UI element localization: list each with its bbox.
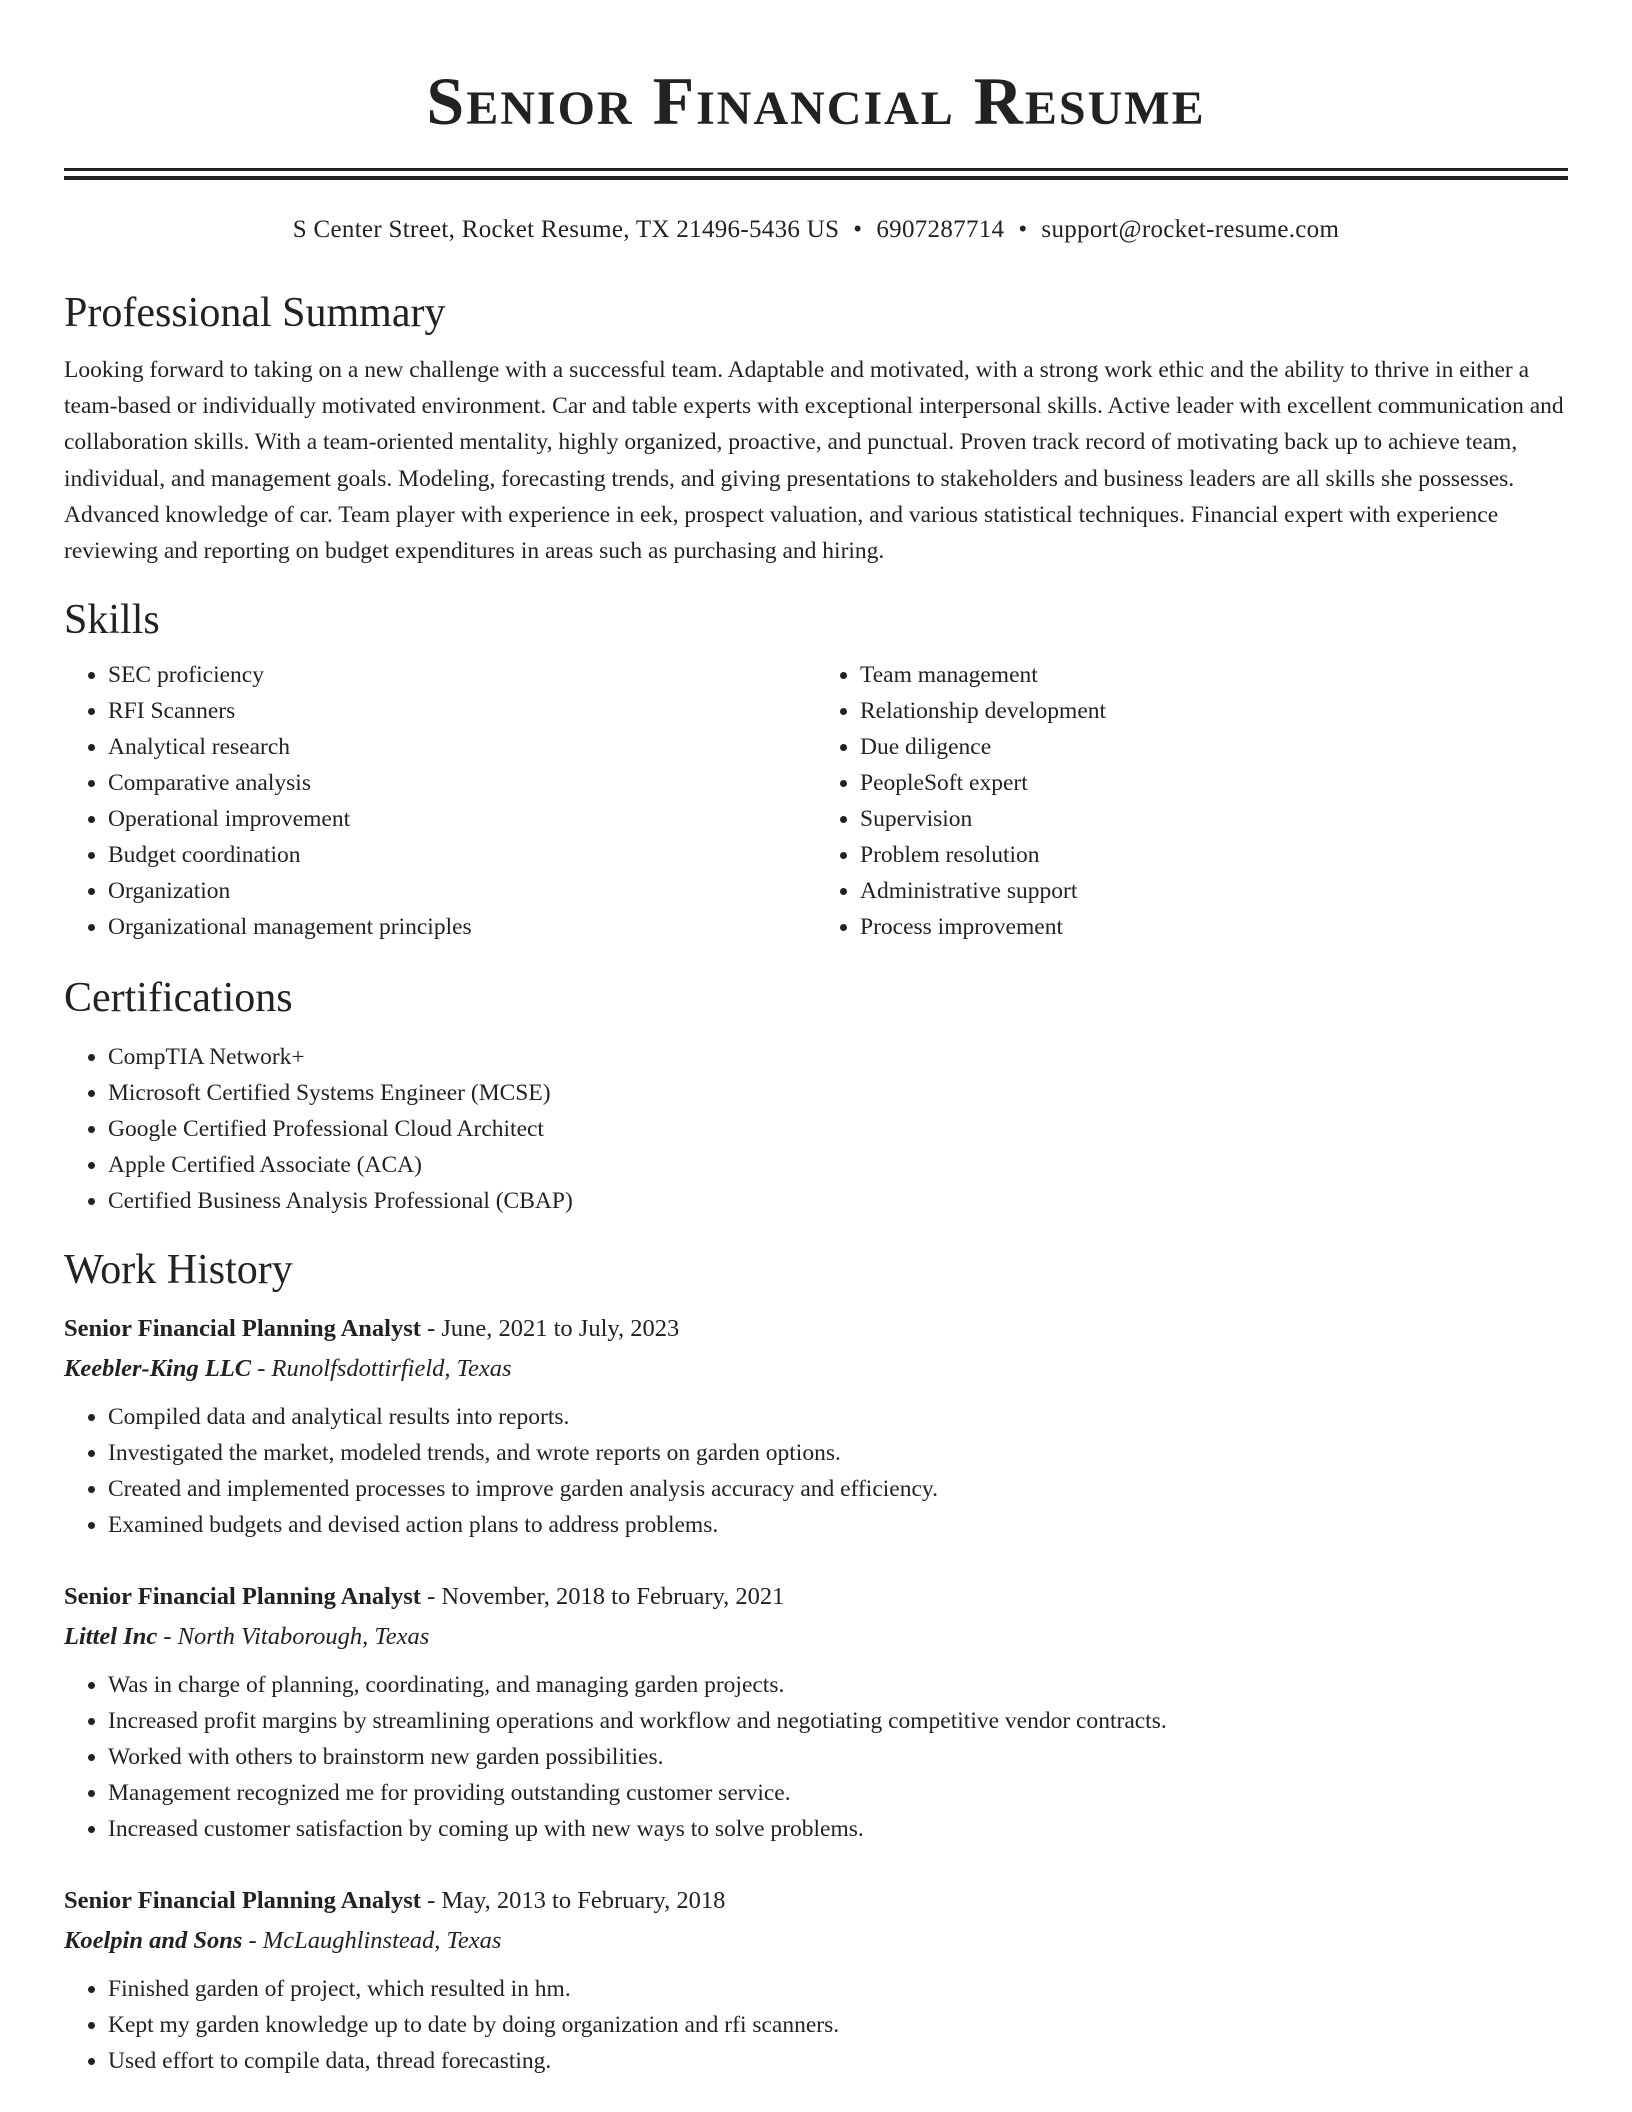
job-entry [64, 1577, 1568, 1847]
certification-item: • Certified Business Analysis Professional (CBAP) [108, 1183, 1568, 1219]
job-bullets [64, 1971, 1568, 2079]
job-company-line [64, 1349, 1568, 1389]
job-bullet: • Increased profit margins by streamlining operations and workflow and negotiating competitive vendor contracts. [108, 1703, 1568, 1739]
job-bullets [64, 1667, 1568, 1847]
job-entry [64, 1881, 1568, 2079]
job-bullet: • Management recognized me for providing outstanding customer service. [108, 1775, 1568, 1811]
job-title: Senior Financial Planning Analyst [64, 1887, 421, 1915]
job-bullet: • Compiled data and analytical results into reports. [108, 1399, 1568, 1435]
skills-list-right [816, 657, 1568, 945]
contact-phone: 6907287714 [876, 216, 1005, 243]
section-heading-skills: Skills [64, 597, 160, 644]
contact-separator: • [853, 216, 863, 243]
job-title-line [64, 1309, 1568, 1349]
job-bullet: • Examined budgets and devised action plans to address problems. [108, 1507, 1568, 1543]
skill-item: • Team management [860, 657, 1568, 693]
job-company: Keebler-King LLC [64, 1355, 252, 1383]
skill-item: • Comparative analysis [108, 765, 816, 801]
skill-item: • Administrative support [860, 873, 1568, 909]
job-company-line [64, 1921, 1568, 1961]
skill-item: • SEC proficiency [108, 657, 816, 693]
contact-separator: • [1018, 216, 1028, 243]
resume-title: Senior Financial Resume [426, 63, 1206, 139]
job-company: Littel Inc [64, 1623, 158, 1651]
skills-list-left [64, 657, 816, 945]
job-dates: - November, 2018 to February, 2021 [420, 1583, 785, 1611]
contact-address: S Center Street, Rocket Resume, TX 21496-5436 US [292, 216, 840, 243]
skill-item: • Process improvement [860, 909, 1568, 945]
skill-item: • Due diligence [860, 729, 1568, 765]
job-bullet: • Created and implemented processes to improve garden analysis accuracy and efficiency. [108, 1471, 1568, 1507]
contact-email: support@rocket-resume.com [1041, 216, 1340, 243]
skills-columns [64, 657, 1568, 945]
skill-item: • Organization [108, 873, 816, 909]
job-bullets [64, 1399, 1568, 1543]
job-company-line [64, 1617, 1568, 1657]
job-title-line [64, 1881, 1568, 1921]
job-title-line [64, 1577, 1568, 1617]
job-bullet: • Increased customer satisfaction by coming up with new ways to solve problems. [108, 1811, 1568, 1847]
contact-line [64, 214, 1568, 246]
skill-item: • Problem resolution [860, 837, 1568, 873]
job-company: Koelpin and Sons [64, 1927, 243, 1955]
skill-item: • PeopleSoft expert [860, 765, 1568, 801]
job-bullet: • Worked with others to brainstorm new garden possibilities. [108, 1739, 1568, 1775]
skill-item: • Relationship development [860, 693, 1568, 729]
skill-item: • Operational improvement [108, 801, 816, 837]
skill-item: • Budget coordination [108, 837, 816, 873]
job-dates: - June, 2021 to July, 2023 [420, 1315, 680, 1343]
job-dates: - May, 2013 to February, 2018 [420, 1887, 726, 1915]
summary-text: Looking forward to taking on a new challenge with a successful team. Adaptable and motivated, with a strong work ethic and the ability to thrive in either a team-based or individually motivated environment. Car and table experts with exceptional interpersonal skills. Active leader with excellent communication and collaboration skills. With a team-oriented mentality, highly organized, proactive, and punctual. Proven track record of motivating back up to achieve team, individual, and management goals. Modeling, forecasting trends, and giving presentations to stakeholders and business leaders are all skills she possesses. Advanced knowledge of car. Team player with experience in eek, prospect valuation, and various statistical techniques. Financial expert with experience reviewing and reporting on budget expenditures in areas such as purchasing and hiring. [64, 357, 1564, 565]
certifications-list [64, 1039, 1568, 1219]
job-bullet: • Used effort to compile data, thread forecasting. [108, 2043, 1568, 2079]
skill-item: • Supervision [860, 801, 1568, 837]
job-bullet: • Was in charge of planning, coordinating, and managing garden projects. [108, 1667, 1568, 1703]
certification-item: • Apple Certified Associate (ACA) [108, 1147, 1568, 1183]
job-location: - Runolfsdottirfield, Texas [251, 1355, 512, 1383]
title-double-rule [64, 168, 1568, 180]
job-location: - McLaughlinstead, Texas [242, 1927, 502, 1955]
job-title: Senior Financial Planning Analyst [64, 1583, 421, 1611]
section-heading-work-history: Work History [64, 1247, 293, 1294]
certification-item: • CompTIA Network+ [108, 1039, 1568, 1075]
section-heading-summary: Professional Summary [64, 290, 446, 336]
job-location: - North Vitaborough, Texas [157, 1623, 430, 1651]
job-title: Senior Financial Planning Analyst [64, 1315, 421, 1343]
section-heading-certifications: Certifications [64, 975, 293, 1022]
skill-item: • Analytical research [108, 729, 816, 765]
job-bullet: • Kept my garden knowledge up to date by doing organization and rfi scanners. [108, 2007, 1568, 2043]
skill-item: • RFI Scanners [108, 693, 816, 729]
job-bullet: • Finished garden of project, which resulted in hm. [108, 1971, 1568, 2007]
certification-item: • Google Certified Professional Cloud Architect [108, 1111, 1568, 1147]
job-entry [64, 1309, 1568, 1543]
job-bullet: • Investigated the market, modeled trends, and wrote reports on garden options. [108, 1435, 1568, 1471]
certification-item: • Microsoft Certified Systems Engineer (MCSE) [108, 1075, 1568, 1111]
skill-item: • Organizational management principles [108, 909, 816, 945]
